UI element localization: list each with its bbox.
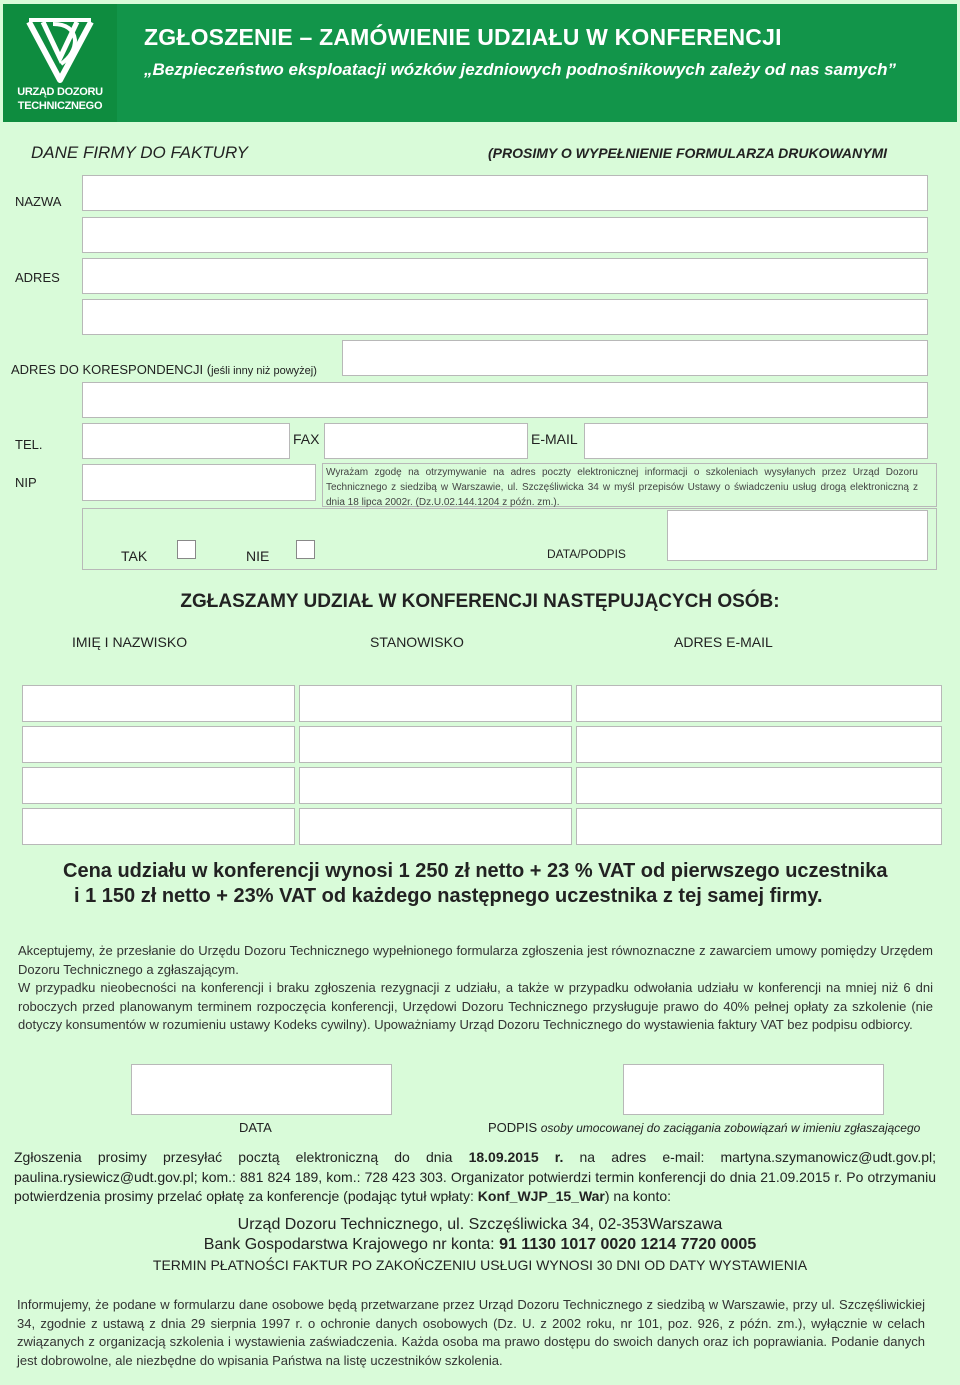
participant-3-email-field[interactable] [576,767,942,804]
email-field[interactable] [584,423,928,459]
participant-3-name-field[interactable] [22,767,295,804]
price-line-1: Cena udziału w konferencji wynosi 1 250 zł netto + 23 % VAT od pierwszego uczestnika [63,860,888,882]
privacy-notice: Informujemy, że podane w formularzu dane osobowe będą przetwarzane przez Urząd Dozoru Technicznego z siedzibą w Warszawie, przy ul. Szczęśliwickiej 34, zgodnie z ustawą z dnia 29 sierpnia 1997 r. o ochronie danych osobowych (Dz. U. z 2002 roku, nr 101, poz. 926, z późn. zm.), wyłącznie w celach związanych z organizacją szkolenia i wystawienia zaświadczenia. Każda osoba ma prawo dostępu do swoich danych oraz ich poprawiania. Podanie danych jest dobrowolne, ale niezbędne do wpisania Państwa na listę uczestników szkolenia. [17,1297,925,1368]
participant-2-email-field[interactable] [576,726,942,763]
participant-1-name-field[interactable] [22,685,295,722]
conference-name: „Bezpieczeństwo eksploatacji wózków jezdniowych podnośnikowych zależy od nas samych” [144,60,896,79]
company-name-field-2[interactable] [82,217,928,253]
email-label: E-MAIL [531,431,578,447]
consent-signature-field[interactable] [667,510,928,561]
participant-2-position-field[interactable] [299,726,572,763]
udt-logo [3,4,117,122]
signature-field[interactable] [623,1064,884,1115]
address-field-1[interactable] [82,258,928,294]
date-label: DATA [239,1120,272,1135]
udt-address: Urząd Dozoru Technicznego, ul. Szczęśliwicka 34, 02-353Warszawa [237,1216,723,1233]
col-position-header: STANOWISKO [370,634,464,650]
name-label: NAZWA [15,194,62,209]
participant-1-email-field[interactable] [576,685,942,722]
correspondence-address-field-1[interactable] [342,340,928,376]
company-name-field-1[interactable] [82,175,928,211]
logo-text-line2: TECHNICZNEGO [17,100,103,112]
terms-cancellation-text: W przypadku nieobecności na konferencji i braku zgłoszenia rezygnacji z udziału, a także w przypadku odwołania udziału w konferencji na mniej niż 6 dni roboczych przed planowanym terminem rozpoczęcia konferencji, Urzędowi Dozoru Technicznego przysługuje prawo do 40% pełnej opłaty za szkolenie (nie dotyczy konsumentów w rozumieniu ustawy Kodeks cywilny). Upoważniamy Urząd Dozoru Technicznego do wystawienia faktury VAT bez podpisu odbiorcy. [18,980,933,1032]
tel-label: TEL. [15,437,43,452]
payment-title: Konf_WJP_15_War [477,1188,605,1204]
tel-field[interactable] [82,423,290,459]
participant-3-position-field[interactable] [299,767,572,804]
terms-acceptance-text: Akceptujemy, że przesłanie do Urzędu Dozoru Technicznego wypełnionego formularza zgłoszenia jest równoznaczne z zawarciem umowy pomiędzy Urzędem Dozoru Technicznego a zgłaszającym. [18,943,933,977]
participant-1-position-field[interactable] [299,685,572,722]
yes-label: TAK [121,548,148,564]
bank-account-number: 91 1130 1017 0020 1214 7720 0005 [499,1236,757,1253]
yes-checkbox[interactable] [177,540,196,559]
no-label: NIE [246,548,270,564]
participant-4-email-field[interactable] [576,808,942,845]
consent-text: Wyrażam zgodę na otrzymywanie na adres poczty elektronicznej informacji o szkoleniach wysyłanych przez Urząd Dozoru Technicznego z siedzibą w Warszawie, ul. Szczęśliwicka 34 w myśl przepisów Ustawy o świadczeniu usług drogą elektroniczną z dnia 18 lipca 2002r. (Dz.U.02.144.1204 z późn. zm.). [326,467,918,508]
signature-label: PODPIS osoby umocowanej do zaciągania zobowiązań w imieniu zgłaszającego [488,1120,921,1135]
address-field-2[interactable] [82,299,928,335]
price-line-2: i 1 150 zł netto + 23% VAT od każdego następnego uczestnika z tej samej firmy. [74,885,823,907]
fill-instruction-note: (PROSIMY O WYPEŁNIENIE FORMULARZA DRUKOWANYMI [488,145,887,161]
address-label: ADRES [15,270,60,285]
correspondence-address-label: ADRES DO KORESPONDENCJI (jeśli inny niż powyżej) [11,362,317,377]
participant-4-position-field[interactable] [299,808,572,845]
no-checkbox[interactable] [296,540,315,559]
participant-2-name-field[interactable] [22,726,295,763]
udt-emblem-icon [3,10,117,90]
logo-text-line1: URZĄD DOZORU [17,86,103,98]
invoice-section-heading: DANE FIRMY DO FAKTURY [31,143,248,162]
form-title: ZGŁOSZENIE – ZAMÓWIENIE UDZIAŁU W KONFERENCJI [144,24,782,50]
fax-field[interactable] [324,423,528,459]
correspondence-address-field-2[interactable] [82,382,928,418]
participants-heading: ZGŁASZAMY UDZIAŁ W KONFERENCJI NASTĘPUJĄCYCH OSÓB: [180,591,780,612]
deadline-date: 18.09.2015 r. [468,1149,564,1165]
date-signature-label: DATA/PODPIS [547,547,626,561]
col-email-header: ADRES E-MAIL [674,634,773,650]
participant-4-name-field[interactable] [22,808,295,845]
payment-terms: TERMIN PŁATNOŚCI FAKTUR PO ZAKOŃCZENIU USŁUGI WYNOSI 30 DNI OD DATY WYSTAWIENIA [152,1257,808,1273]
col-name-header: IMIĘ I NAZWISKO [72,634,188,650]
date-field[interactable] [131,1064,392,1115]
fax-label: FAX [293,431,320,447]
nip-field[interactable] [82,464,316,501]
bank-account-line: Bank Gospodarstwa Krajowego nr konta: 91 1130 1017 0020 1214 7720 0005 [203,1236,757,1253]
submission-instructions: Zgłoszenia prosimy przesyłać pocztą elektroniczną do dnia 18.09.2015 r. na adres e-mail: martyna.szymanowicz@udt.gov.pl; paulina.rysiewicz@udt.gov.pl; kom.: 881 824 189, kom.: 728 423 303. Organizator potwierdzi termin konferencji do dnia 21.09.2015 r. Po otrzymaniu potwierdzenia prosimy przelać opłatę za konferencje (podając tytuł wpłaty: Konf_WJP_15_War) na konto: [14,1149,936,1204]
nip-label: NIP [15,475,37,490]
